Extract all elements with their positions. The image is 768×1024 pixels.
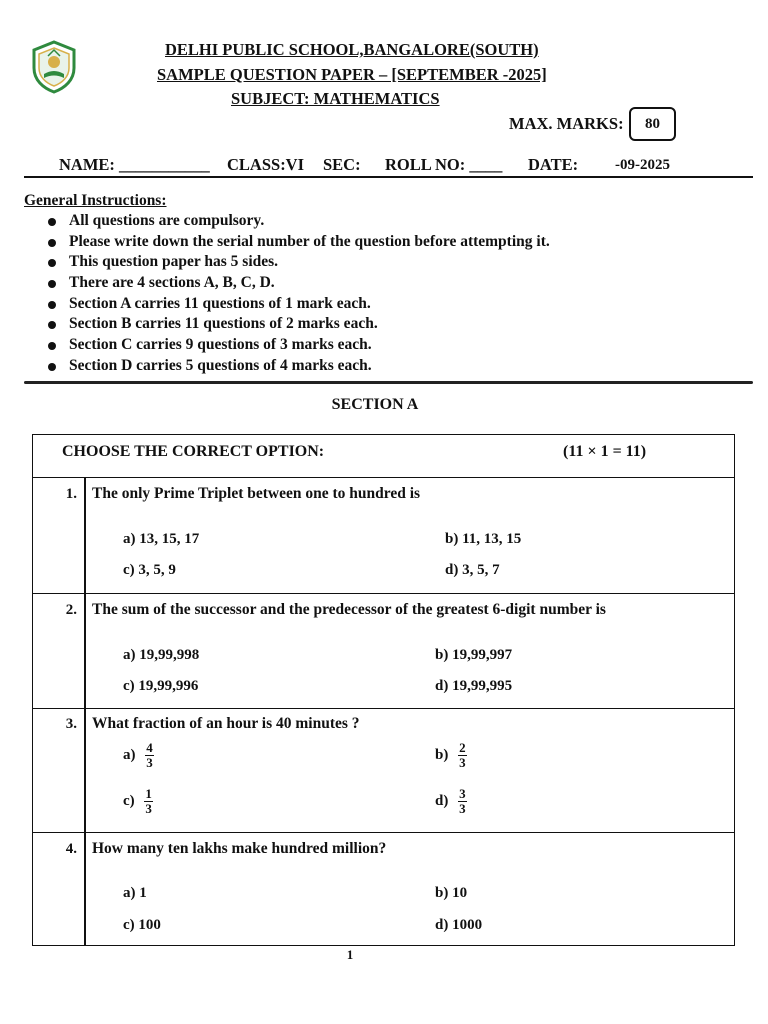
question-text: What fraction of an hour is 40 minutes ? [92,715,360,732]
question-row [33,593,734,709]
question-text: The only Prime Triplet between one to hundred is [92,485,421,502]
instructions-title: General Instructions: [24,192,167,209]
option-a: a) 19,99,998 [123,647,200,663]
bullet-icon [48,259,56,267]
option-a: a) $\frac{4}{3}$ [123,740,153,770]
option-d: d) 3, 5, 7 [445,562,500,578]
question-text: How many ten lakhs make hundred million? [92,840,387,857]
bullet-icon [48,321,56,329]
paper-title: SAMPLE QUESTION PAPER – [SEPTEMBER -2025] [157,65,547,84]
page-number: 1 [346,947,354,962]
instructions-divider [24,381,753,384]
instruction-item: This question paper has 5 sides. [46,252,550,273]
roll-field: ROLL NO: ____ [385,155,503,174]
option-c: c) 19,99,996 [123,678,199,694]
instruction-item: Please write down the serial number of the question before attempting it. [46,232,550,253]
bullet-icon [48,301,56,309]
date-label: DATE: [528,155,579,174]
instruction-item: All questions are compulsory. [46,211,550,232]
school-name: DELHI PUBLIC SCHOOL,BANGALORE(SOUTH) [165,40,539,59]
question-number: 4. [65,841,77,857]
bullet-icon [48,280,56,288]
bullet-icon [48,342,56,350]
instruction-item: Section C carries 9 questions of 3 marks each. [46,335,550,356]
class-field: CLASS:VI [227,155,305,174]
option-d: d) 19,99,995 [435,678,513,694]
subject-title: SUBJECT: MATHEMATICS [231,89,440,108]
question-number: 1. [65,486,77,502]
fraction: $\frac{4}{3}$ [146,740,153,770]
fraction: $\frac{3}{3}$ [459,786,466,816]
question-table [32,434,735,946]
fraction: $\frac{2}{3}$ [459,740,466,770]
instruction-item: Section D carries 5 questions of 4 marks each. [46,356,550,377]
option-a: a) 13, 15, 17 [123,531,200,547]
school-logo [30,40,78,94]
instruction-item: Section B carries 11 questions of 2 marks each. [46,314,550,335]
option-b: b) 11, 13, 15 [445,531,522,547]
section-heading: CHOOSE THE CORRECT OPTION: [62,443,325,460]
bullet-icon [48,239,56,247]
question-number: 3. [65,716,77,732]
fraction: $\frac{1}{3}$ [145,786,152,816]
option-b: b) 19,99,997 [435,647,513,663]
bullet-icon [48,218,56,226]
question-row [33,832,734,946]
section-title: SECTION A [331,396,419,413]
question-row [33,477,734,594]
instruction-item: Section A carries 11 questions of 1 mark each. [46,294,550,315]
question-row [33,708,734,833]
instruction-item: There are 4 sections A, B, C, D. [46,273,550,294]
section-field: SEC: [323,155,361,174]
option-a: a) 1 [123,885,147,901]
option-d: d) $\frac{3}{3}$ [435,786,466,816]
max-marks-label: MAX. MARKS: [509,114,624,133]
option-b: b) 10 [435,885,468,901]
option-c: c) 3, 5, 9 [123,562,176,578]
question-text: The sum of the successor and the predecessor of the greatest 6-digit number is [92,601,606,618]
section-marks: (11 × 1 = 11) [563,443,647,460]
date-value: -09-2025 [615,157,670,173]
option-d: d) 1000 [435,917,483,933]
instructions-list [46,211,550,377]
table-header-row [33,435,734,477]
question-number: 2. [65,602,77,618]
option-c: c) $\frac{1}{3}$ [123,786,152,816]
option-b: b) $\frac{2}{3}$ [435,740,466,770]
max-marks-value: 80 [629,107,676,141]
bullet-icon [48,363,56,371]
name-field: NAME: ___________ [59,155,210,174]
header-divider [24,176,753,178]
option-c: c) 100 [123,917,161,933]
